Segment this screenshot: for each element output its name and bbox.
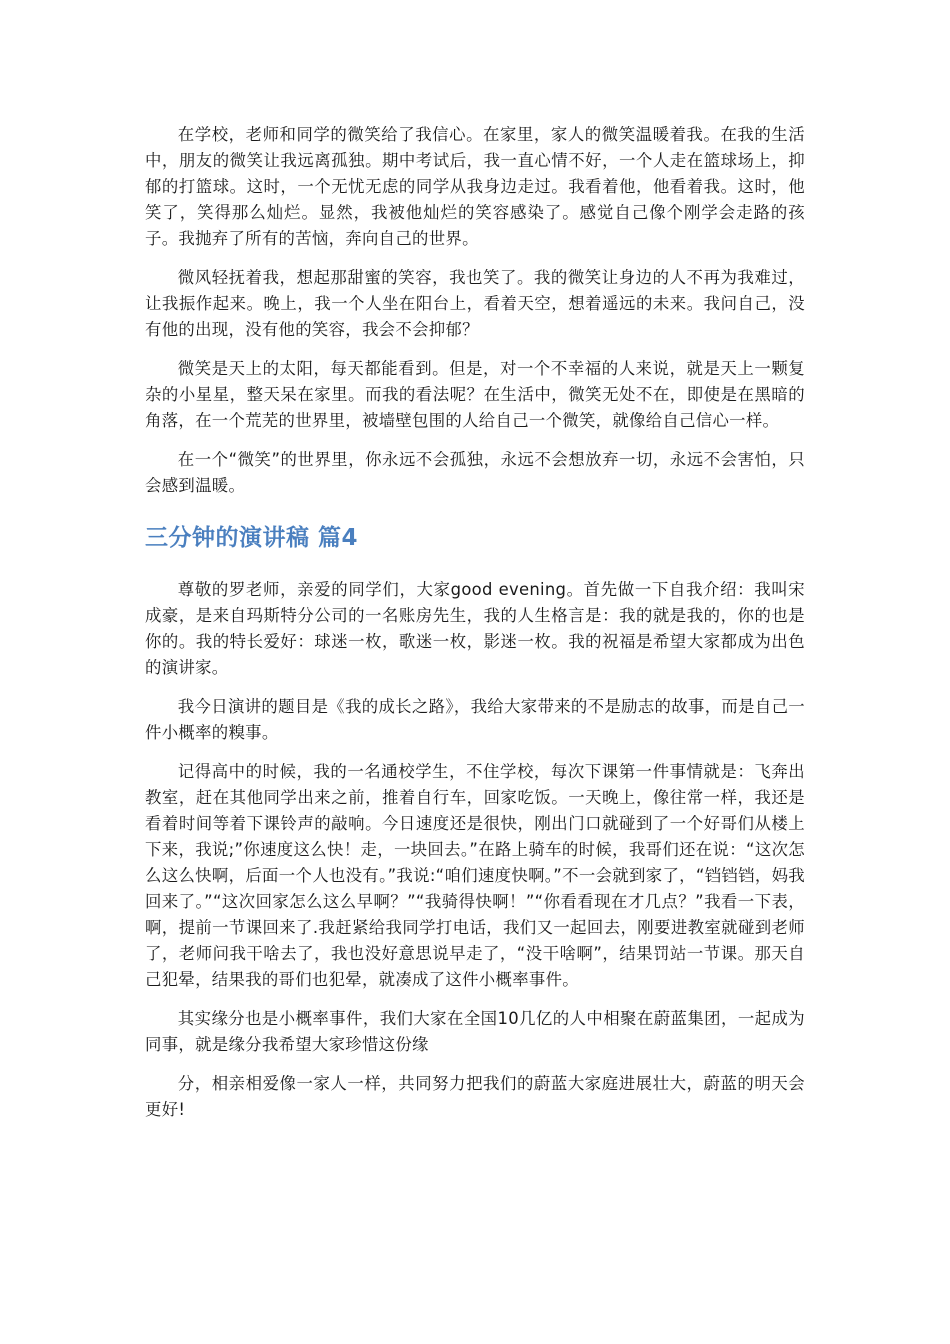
paragraph: 分，相亲相爱像一家人一样，共同努力把我们的蔚蓝大家庭进展壮大，蔚蓝的明天会更好! [145, 1074, 805, 1119]
paragraph: 记得高中的时候，我的一名通校学生，不住学校，每次下课第一件事情就是：飞奔出教室，赶在其他同学出来之前，推着自行车，回家吃饭。一天晚上，像往常一样，我还是看着时间等着下课铃声的敲响。今日速度还是很快，刚出门口就碰到了一个好哥们从楼上下来，我说;”你速度这么快！走，一块回去。”在路上骑车的时候，我哥们还在说：“这次怎么这么快啊，后面一个人也没有。”我说:“咱们速度快啊。”不一会就到家了，“铛铛铛，妈我回来了。”“这次回家怎么这么早啊？”“我骑得快啊！”“你看看现在才几点？”我看一下表，啊，提前一节课回来了.我赶紧给我同学打电话，我们又一起回去，刚要进教室就碰到老师了，老师问我干啥去了，我也没好意思说早走了，“没干啥啊”，结果罚站一节课。那天自己犯晕，结果我的哥们也犯晕，就凑成了这件小概率事件。 [145, 762, 805, 989]
paragraph: 微风轻抚着我，想起那甜蜜的笑容，我也笑了。我的微笑让身边的人不再为我难过，让我振作起来。晚上，我一个人坐在阳台上，看着天空，想着遥远的未来。我问自己，没有他的出现，没有他的笑容，我会不会抑郁？ [145, 268, 805, 339]
paragraph: 微笑是天上的太阳，每天都能看到。但是，对一个不幸福的人来说，就是天上一颗复杂的小星星，整天呆在家里。而我的看法呢？在生活中，微笑无处不在，即使是在黑暗的角落，在一个荒芜的世界里，被墙壁包围的人给自己一个微笑，就像给自己信心一样。 [145, 359, 805, 430]
section-heading: 三分钟的演讲稿 篇4 [145, 525, 359, 551]
paragraph: 在一个“微笑”的世界里，你永远不会孤独，永远不会想放弃一切，永远不会害怕，只会感到温暖。 [145, 450, 805, 495]
paragraph: 在学校，老师和同学的微笑给了我信心。在家里，家人的微笑温暖着我。在我的生活中，朋友的微笑让我远离孤独。期中考试后，我一直心情不好，一个人走在篮球场上，抑郁的打篮球。这时，一个无忧无虑的同学从我身边走过。我看着他，他看着我。这时，他笑了，笑得那么灿烂。显然，我被他灿烂的笑容感染了。感觉自己像个刚学会走路的孩子。我抛弃了所有的苦恼，奔向自己的世界。 [145, 125, 805, 248]
paragraph: 尊敬的罗老师，亲爱的同学们，大家good evening。首先做一下自我介绍：我叫宋成豪，是来自玛斯特分公司的一名账房先生，我的人生格言是：我的就是我的，你的也是你的。我的特长爱好：球迷一枚，歌迷一枚，影迷一枚。我的祝福是希望大家都成为出色的演讲家。 [145, 580, 805, 677]
document-page [145, 122, 805, 1136]
paragraph: 我今日演讲的题目是《我的成长之路》，我给大家带来的不是励志的故事，而是自己一件小概率的糗事。 [145, 697, 805, 742]
paragraph: 其实缘分也是小概率事件，我们大家在全国10几亿的人中相聚在蔚蓝集团，一起成为同事，就是缘分我希望大家珍惜这份缘 [145, 1009, 805, 1054]
